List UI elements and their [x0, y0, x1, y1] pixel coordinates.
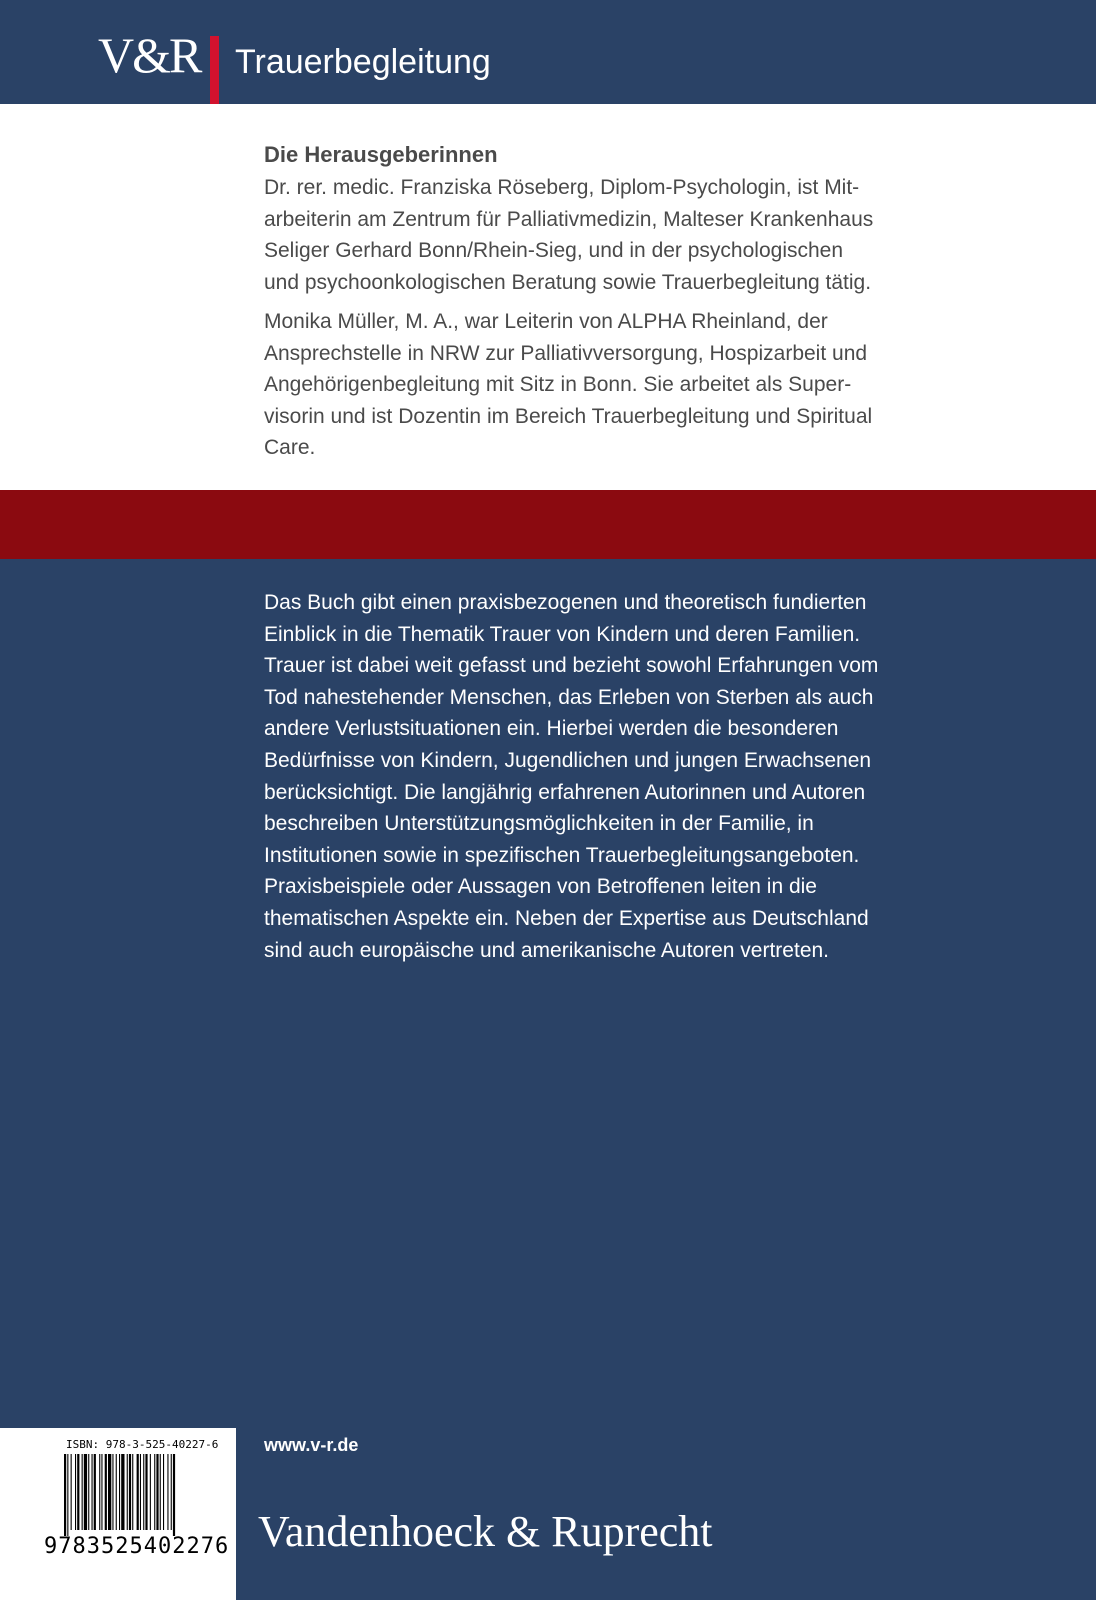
authors-heading: Die Herausgeberinnen — [264, 142, 498, 167]
barcode-bar — [150, 1454, 151, 1530]
website-link[interactable]: www.v-r.de — [264, 1435, 359, 1455]
bio-line: Care. — [264, 436, 316, 459]
barcode-bar — [143, 1454, 144, 1530]
red-divider-band — [0, 490, 1096, 559]
isbn-barcode — [0, 1428, 236, 1600]
description-line: Bedürfnisse von Kindern, Jugendlichen und jungen Erwachsenen — [264, 748, 872, 772]
barcode-bar — [154, 1454, 155, 1530]
barcode-bar — [101, 1454, 102, 1530]
barcode-bar — [84, 1454, 87, 1530]
barcode-bar — [77, 1454, 79, 1530]
barcode-bar — [173, 1454, 175, 1536]
barcode-bar — [121, 1454, 124, 1530]
bio-line: Seliger Gerhard Bonn/Rhein-Sieg, und in der psychologischen — [264, 239, 844, 262]
barcode-bar — [108, 1454, 111, 1530]
barcode-bar — [64, 1454, 66, 1536]
barcode-bar — [88, 1454, 89, 1530]
barcode-bar — [160, 1454, 161, 1530]
book-description — [264, 587, 984, 966]
barcode-bar — [127, 1454, 128, 1530]
barcode-bar — [94, 1454, 96, 1530]
bio-line: arbeiterin am Zentrum für Palliativmedizin, Malteser Krankenhaus — [264, 207, 874, 231]
barcode-bar — [129, 1454, 131, 1530]
barcode-bar — [156, 1454, 158, 1530]
barcode-bar — [105, 1454, 107, 1530]
header-bar — [0, 0, 1096, 104]
barcode-bar — [119, 1454, 120, 1530]
barcode-bar — [132, 1454, 133, 1530]
barcode-bar — [99, 1454, 100, 1530]
description-line: sind auch europäische und amerikanische Autoren vertreten. — [264, 938, 830, 962]
description-line: Trauer ist dabei weit gefasst und bezieht sowohl Erfahrungen vom — [264, 654, 879, 678]
publisher-logo: V&R — [98, 27, 201, 83]
barcode-number: 9783525402276 — [44, 1534, 230, 1559]
barcode-bar — [116, 1454, 117, 1530]
barcode-bar — [163, 1454, 164, 1530]
description-line: berücksichtigt. Die langjährig erfahrenen Autorinnen und Autoren — [264, 780, 866, 804]
description-line: Institutionen sowie in spezifischen Trauerbegleitungsangeboten. — [264, 843, 860, 867]
barcode-bar — [112, 1454, 113, 1530]
author-bio-roeseberg — [264, 172, 964, 298]
description-line: thematischen Aspekte ein. Neben der Expertise aus Deutschland — [264, 906, 869, 930]
isbn-label: ISBN: 978-3-525-40227-6 — [66, 1438, 219, 1451]
barcode-bars — [64, 1454, 214, 1536]
bio-line: Monika Müller, M. A., war Leiterin von ALPHA Rheinland, der — [264, 310, 828, 333]
author-bio-mueller — [264, 306, 964, 464]
bio-line: Dr. rer. medic. Franziska Röseberg, Diplom-Psychologin, ist Mit- — [264, 176, 860, 199]
bio-line: Angehörigenbegleitung mit Sitz in Bonn. Sie arbeitet als Super- — [264, 373, 852, 396]
bio-line: visorin und ist Dozentin im Bereich Trauerbegleitung und Spiritual — [264, 404, 873, 428]
barcode-bar — [145, 1454, 147, 1530]
publisher-name: Vandenhoeck & Ruprecht — [258, 1507, 713, 1556]
description-line: beschreiben Unterstützungsmöglichkeiten in der Familie, in — [264, 812, 814, 836]
description-line: andere Verlustsituationen ein. Hierbei werden die besonderen — [264, 717, 839, 741]
barcode-bar — [67, 1454, 68, 1536]
description-line: Einblick in die Thematik Trauer von Kindern und deren Familien. — [264, 622, 861, 646]
barcode-bar — [92, 1454, 93, 1530]
bio-line: und psychoonkologischen Beratung sowie Trauerbegleitung tätig. — [264, 270, 872, 294]
barcode-bar — [140, 1454, 141, 1530]
barcode-bar — [137, 1454, 139, 1530]
description-line: Praxisbeispiele oder Aussagen von Betroffenen leiten in die — [264, 875, 817, 899]
barcode-bar — [71, 1454, 72, 1530]
description-line: Tod nahestehender Menschen, das Erleben von Sterben als auch — [264, 685, 874, 709]
barcode-bar — [171, 1454, 172, 1530]
barcode-bar — [82, 1454, 83, 1530]
bio-line: Ansprechstelle in NRW zur Palliativversorgung, Hospizarbeit und — [264, 341, 868, 365]
series-title: Trauerbegleitung — [235, 43, 491, 81]
barcode-bar — [75, 1454, 76, 1530]
barcode-bar — [167, 1454, 168, 1530]
description-line: Das Buch gibt einen praxisbezogenen und theoretisch fundierten — [264, 591, 867, 614]
